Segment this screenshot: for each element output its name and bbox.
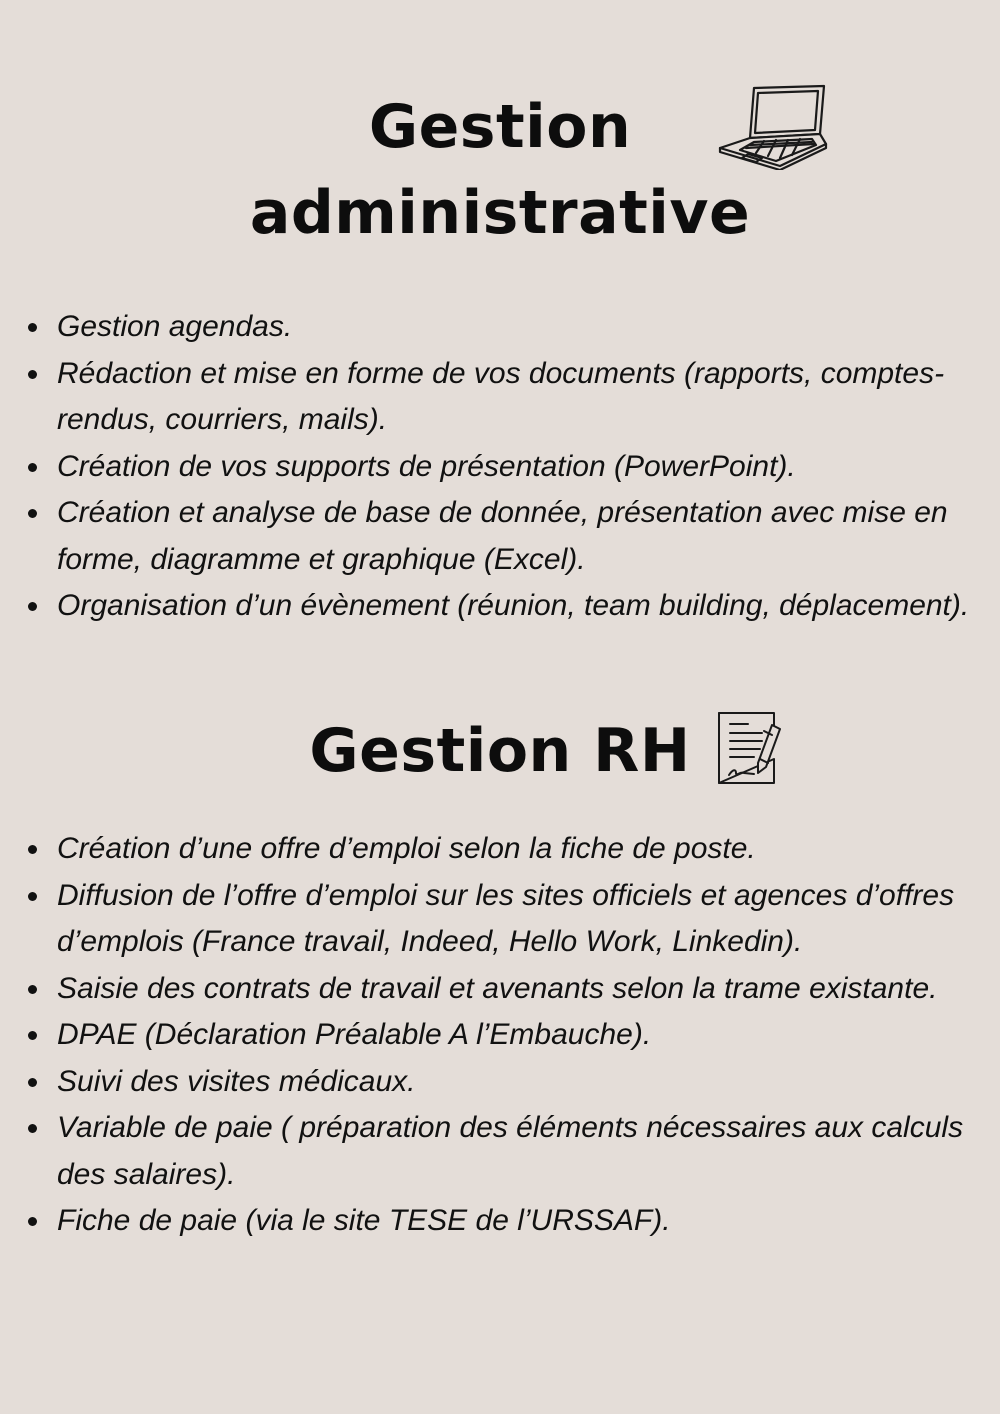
- list-item: Suivi des visites médicaux.: [0, 1059, 990, 1106]
- admin-task-list: [0, 304, 990, 630]
- section-title-rh: Gestion RH: [309, 716, 691, 786]
- section-title-admin: [0, 84, 1000, 256]
- laptop-icon: [716, 82, 828, 170]
- list-item: Création d’une offre d’emploi selon la fiche de poste.: [0, 826, 990, 873]
- document-pen-icon: [714, 709, 786, 787]
- list-item: Création et analyse de base de donnée, présentation avec mise en forme, diagramme et graphique (Excel).: [0, 490, 990, 583]
- list-item: Organisation d’un évènement (réunion, team building, déplacement).: [0, 583, 990, 630]
- list-item: Création de vos supports de présentation (PowerPoint).: [0, 444, 990, 491]
- list-item: Saisie des contrats de travail et avenants selon la trame existante.: [0, 966, 990, 1013]
- list-item: DPAE (Déclaration Préalable A l’Embauche).: [0, 1012, 990, 1059]
- list-item: Variable de paie ( préparation des éléments nécessaires aux calculs des salaires).: [0, 1105, 990, 1198]
- list-item: Gestion agendas.: [0, 304, 990, 351]
- section-title-admin-line1: Gestion: [368, 92, 632, 162]
- rh-task-list: [0, 826, 990, 1245]
- list-item: Fiche de paie (via le site TESE de l’URSSAF).: [0, 1198, 990, 1245]
- section-title-admin-line2: administrative: [249, 178, 751, 248]
- list-item: Diffusion de l’offre d’emploi sur les sites officiels et agences d’offres d’emplois (France travail, Indeed, Hello Work, Linkedin).: [0, 873, 990, 966]
- list-item: Rédaction et mise en forme de vos documents (rapports, comptes-rendus, courriers, mails).: [0, 351, 990, 444]
